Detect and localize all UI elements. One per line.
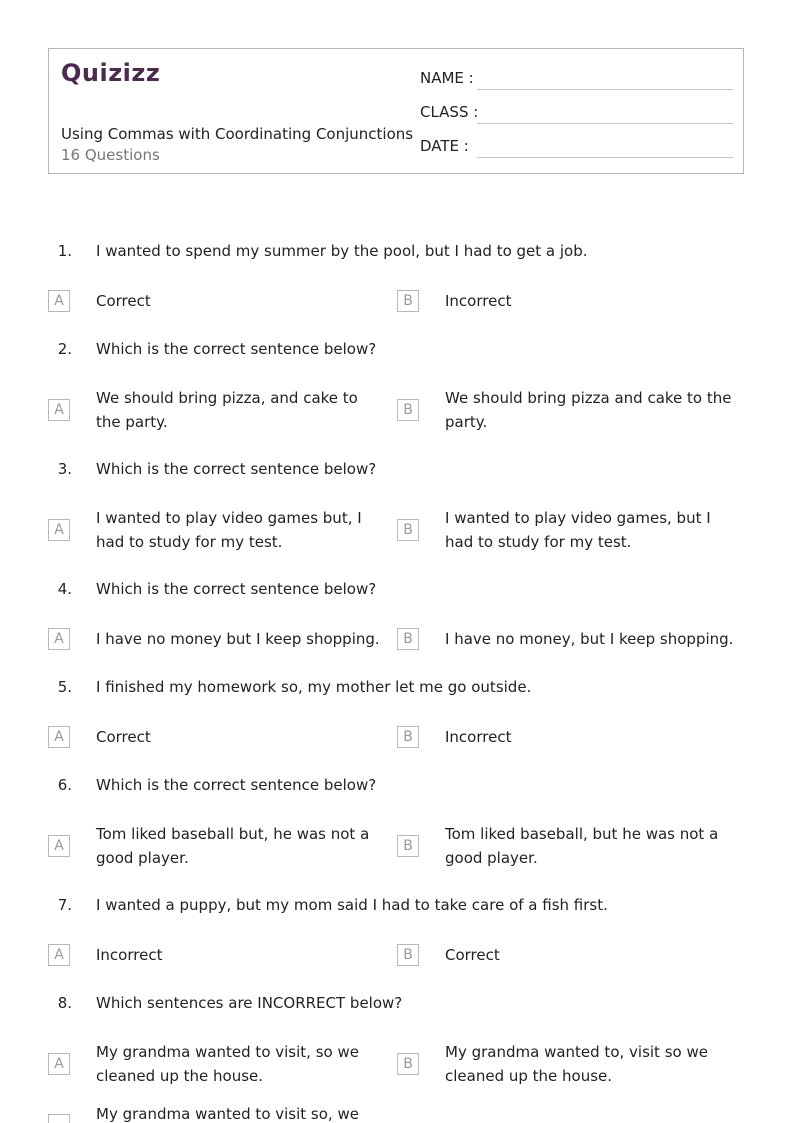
- date-label: DATE :: [420, 137, 469, 155]
- option-b-box: B: [397, 519, 419, 541]
- worksheet-title: Using Commas with Coordinating Conjunctions: [61, 125, 414, 143]
- question-number: 2.: [57, 340, 72, 358]
- option-b-box: B: [397, 835, 419, 857]
- option-a-text: Tom liked baseball but, he was not a good player.: [96, 825, 370, 867]
- question-text: Which sentences are INCORRECT below?: [96, 994, 403, 1012]
- class-line: [477, 123, 733, 124]
- question-number: 7.: [57, 896, 72, 914]
- option-a-box: A: [48, 399, 70, 421]
- option-b-text: My grandma wanted to, visit so we cleaned up the house.: [445, 1043, 708, 1085]
- option-b-text: Tom liked baseball, but he was not a good player.: [445, 825, 719, 867]
- question-number: 1.: [57, 242, 72, 260]
- question-number: 3.: [57, 460, 72, 478]
- option-b-text: Incorrect: [445, 728, 512, 746]
- name-label: NAME :: [420, 69, 474, 87]
- option-b-text: I have no money, but I keep shopping.: [445, 630, 734, 648]
- option-a-text: We should bring pizza, and cake to the party.: [96, 389, 358, 431]
- option-a-text: I wanted to play video games but, I had to study for my test.: [96, 509, 362, 551]
- option-b-box: B: [397, 726, 419, 748]
- option-a-box: A: [48, 944, 70, 966]
- option-a-box: A: [48, 519, 70, 541]
- option-a-box: A: [48, 1053, 70, 1075]
- option-b-box: B: [397, 628, 419, 650]
- option-a-box: A: [48, 290, 70, 312]
- date-line: [477, 157, 733, 158]
- question-text: Which is the correct sentence below?: [96, 460, 377, 478]
- option-b-text: We should bring pizza and cake to the party.: [445, 389, 732, 431]
- option-b-box: B: [397, 399, 419, 421]
- question-text: Which is the correct sentence below?: [96, 776, 377, 794]
- quizizz-logo: Quizizz: [61, 59, 161, 87]
- option-a-text: My grandma wanted to visit, so we cleaned up the house.: [96, 1043, 359, 1085]
- question-text: Which is the correct sentence below?: [96, 340, 377, 358]
- question-count: 16 Questions: [61, 146, 160, 164]
- option-b-text: Correct: [445, 946, 500, 964]
- option-b-box: B: [397, 1053, 419, 1075]
- option-b-box: B: [397, 944, 419, 966]
- question-number: 8.: [57, 994, 72, 1012]
- option-a-text: Correct: [96, 728, 151, 746]
- option-a-box: A: [48, 628, 70, 650]
- option-a-text: Correct: [96, 292, 151, 310]
- option-a-box: A: [48, 835, 70, 857]
- question-text: I wanted a puppy, but my mom said I had to take care of a fish first.: [96, 896, 608, 914]
- option-a-box: A: [48, 726, 70, 748]
- question-text: I wanted to spend my summer by the pool, but I had to get a job.: [96, 242, 588, 260]
- question-number: 5.: [57, 678, 72, 696]
- question-number: 6.: [57, 776, 72, 794]
- question-text: I finished my homework so, my mother let me go outside.: [96, 678, 532, 696]
- question-number: 4.: [57, 580, 72, 598]
- worksheet-header: [48, 48, 744, 174]
- question-text: Which is the correct sentence below?: [96, 580, 377, 598]
- option-c-text: My grandma wanted to visit so, we: [96, 1105, 359, 1123]
- class-label: CLASS :: [420, 103, 479, 121]
- option-a-text: I have no money but I keep shopping.: [96, 630, 380, 648]
- option-c-box: [48, 1114, 70, 1123]
- option-a-text: Incorrect: [96, 946, 163, 964]
- option-b-text: Incorrect: [445, 292, 512, 310]
- option-b-box: B: [397, 290, 419, 312]
- name-line: [477, 89, 733, 90]
- option-b-text: I wanted to play video games, but I had to study for my test.: [445, 509, 711, 551]
